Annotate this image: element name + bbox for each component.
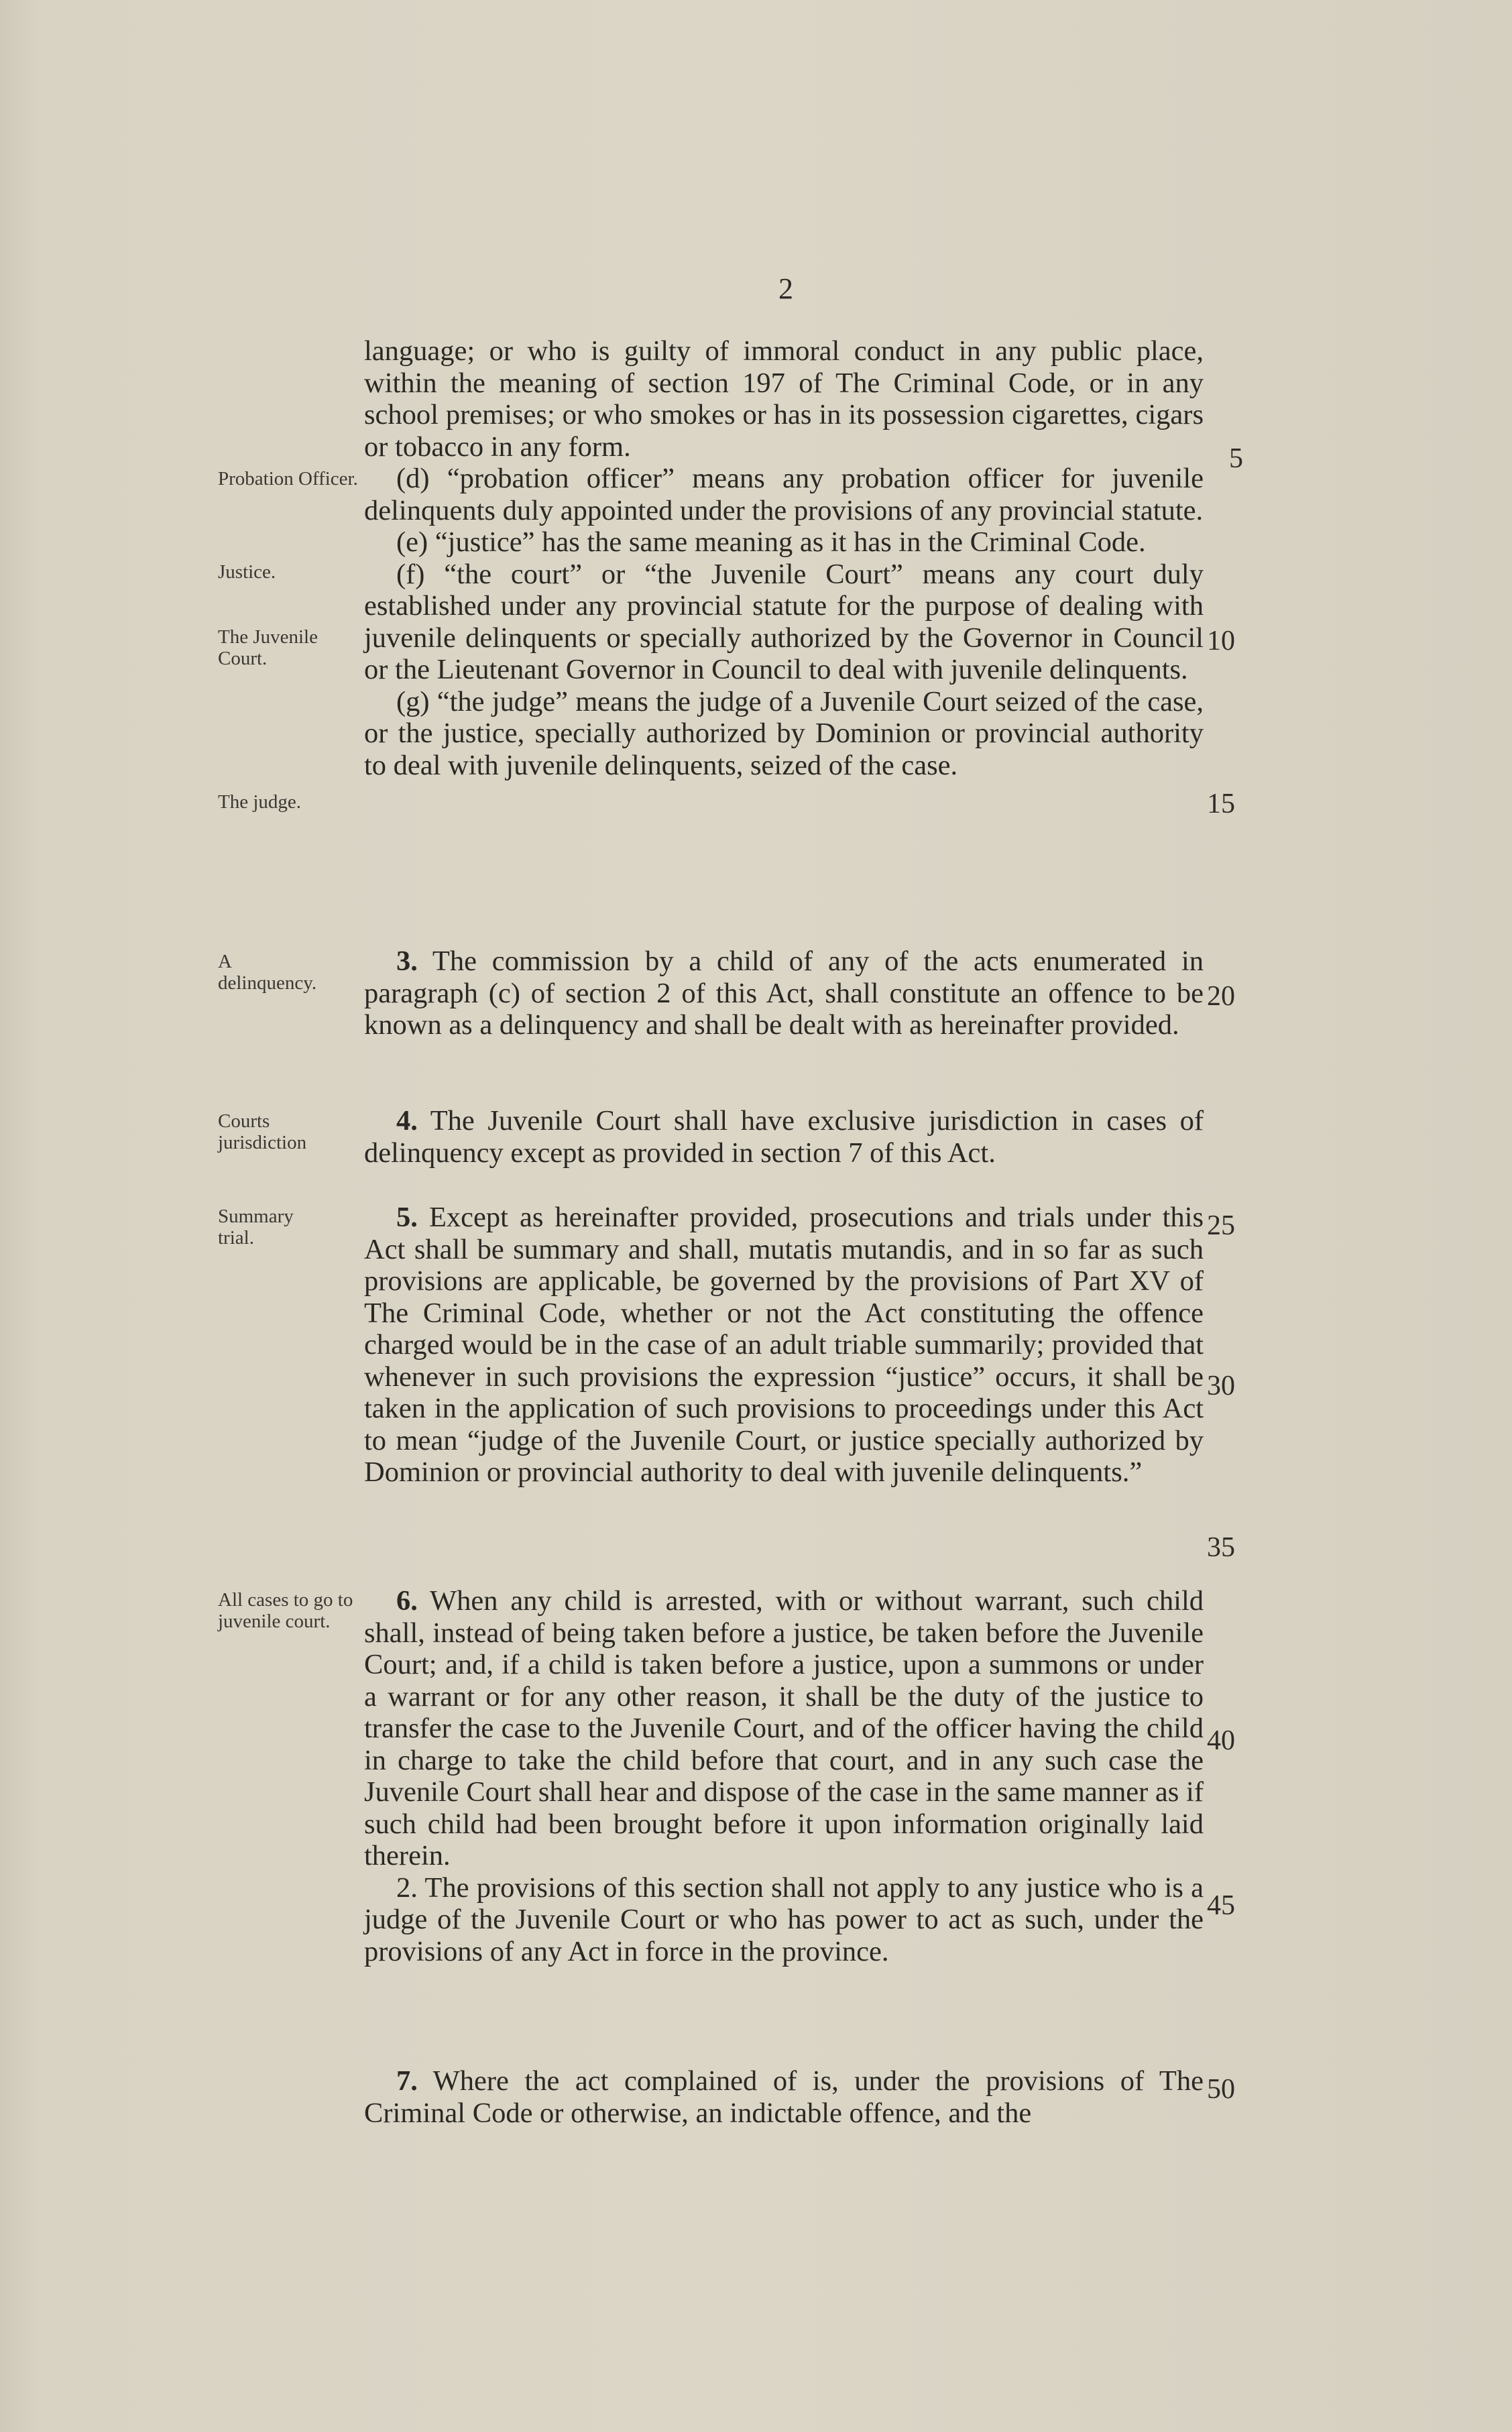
section-5	[364, 1202, 1204, 1489]
line-number-45: 45	[1207, 1890, 1235, 1921]
section-4	[364, 1105, 1204, 1169]
paragraph-juvenile-court: (f) “the court” or “the Juvenile Court” means any court duly established under any provincial statute for the purpose of dealing with juvenile delinquents or specially authorized by the Governor in Council or the Lieutenant Governor in Council to deal with juvenile delinquents.	[364, 558, 1204, 685]
section-number: 5.	[396, 1202, 418, 1233]
margin-note-courts-jurisdiction: Courts jurisdiction	[218, 1110, 307, 1153]
margin-note-probation-officer: Probation Officer.	[218, 468, 358, 489]
line-number-10: 10	[1207, 626, 1235, 656]
line-number-35: 35	[1207, 1532, 1235, 1563]
section-text: Where the act complained of is, under the provisions of The Criminal Code or otherwise, an indictable offence, and the	[364, 2065, 1204, 2129]
margin-note-delinquency: A delinquency.	[218, 951, 317, 994]
line-number-20: 20	[1207, 981, 1235, 1012]
section-3	[364, 945, 1204, 1041]
line-number-5: 5	[1229, 443, 1243, 474]
margin-note-all-cases: All cases to go to juvenile court.	[218, 1589, 353, 1632]
section-text: The commission by a child of any of the acts enumerated in paragraph (c) of section 2 of this Act, shall constitute an offence to be known as a delinquency and shall be dealt with as hereinafter provided.	[364, 945, 1204, 1041]
section-number: 4.	[396, 1105, 418, 1137]
line-number-15: 15	[1207, 789, 1235, 819]
margin-note-justice: Justice.	[218, 561, 276, 583]
line-number-40: 40	[1207, 1725, 1235, 1756]
paragraph-continuation: language; or who is guilty of immoral conduct in any public place, within the meaning of section 197 of The Criminal Code, or in any school premises; or who smokes or has in its possession cigarettes, cigars or tobacco in any form.	[364, 335, 1204, 463]
section-7	[364, 2065, 1204, 2129]
body-block-definitions	[364, 335, 1204, 781]
section-text: The Juvenile Court shall have exclusive jurisdiction in cases of delinquency except as provided in section 7 of this Act.	[364, 1105, 1204, 1169]
section-number: 3.	[396, 945, 418, 977]
margin-note-judge: The judge.	[218, 791, 302, 813]
section-number: 7.	[396, 2065, 418, 2097]
line-number-30: 30	[1207, 1371, 1235, 1401]
section-text: When any child is arrested, with or without warrant, such child shall, instead of being taken before a justice, be taken before the Juvenile Court; and, if a child is taken before a justice, upon a summons or under a warrant or for any other reason, it shall be the duty of the justice to transfer the case to the Juvenile Court, and of the officer having the child in charge to take the child before that court, and in any such case the Juvenile Court shall hear and dispose of the case in the same manner as if such child had been brought before it upon information originally laid therein.	[364, 1585, 1204, 1871]
line-number-25: 25	[1207, 1210, 1235, 1241]
section-6	[364, 1585, 1204, 1967]
line-number-50: 50	[1207, 2074, 1235, 2105]
paragraph-justice: (e) “justice” has the same meaning as it has in the Criminal Code.	[396, 526, 1146, 558]
page-number: 2	[778, 272, 793, 305]
section-number: 6.	[396, 1585, 418, 1617]
margin-note-juvenile-court: The Juvenile Court.	[218, 626, 318, 669]
section-6-subsection-2: 2. The provisions of this section shall not apply to any justice who is a judge of the Juvenile Court or who has power to act as such, under the provisions of any Act in force in the province.	[364, 1871, 1204, 1967]
margin-note-summary-trial: Summary trial.	[218, 1206, 294, 1249]
section-text: Except as hereinafter provided, prosecutions and trials under this Act shall be summary and shall, mutatis mutandis, and in so far as such provisions are applicable, be governed by the provisions of Part XV of The Criminal Code, whether or not the Act constituting the offence charged would be in the case of an adult triable summarily; provided that whenever in such provisions the expression “justice” occurs, it shall be taken in the application of such provisions to proceedings under this Act to mean “judge of the Juvenile Court, or justice specially authorized by Dominion or provincial authority to deal with juvenile delinquents.”	[364, 1202, 1204, 1488]
paragraph-probation-officer: (d) “probation officer” means any probation officer for juvenile delinquents duly appointed under the provisions of any provincial statute.	[364, 463, 1204, 526]
paragraph-judge: (g) “the judge” means the judge of a Juvenile Court seized of the case, or the justice, specially authorized by Dominion or provincial authority to deal with juvenile delinquents, seized of the case.	[364, 685, 1204, 781]
